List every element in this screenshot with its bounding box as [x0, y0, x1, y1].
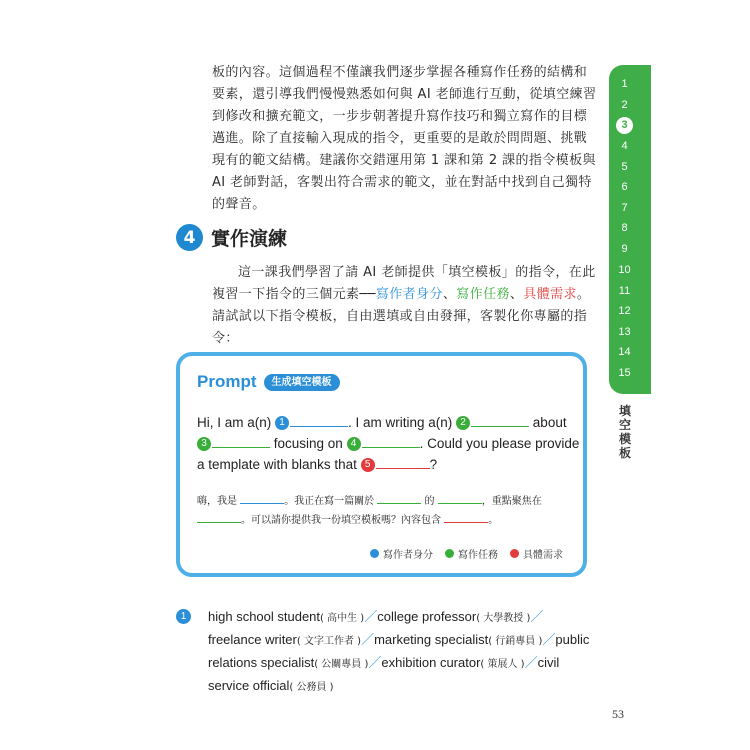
prompt-box [176, 352, 587, 577]
sidebar-item-2[interactable]: 2 [621, 99, 628, 111]
vocab-separator: ／ [361, 632, 375, 647]
zh-blank-role [240, 493, 284, 504]
vocab-item: freelance writer [208, 632, 297, 647]
vocab-item: college professor [377, 609, 477, 624]
vocab-item: marketing specialist [374, 632, 489, 647]
blank-role [290, 414, 348, 427]
legend-label-task: 寫作任務 [458, 550, 498, 561]
vocab-item-zh: ( 公務員 ) [289, 682, 334, 693]
zh-blank-genre [438, 493, 482, 504]
en-text-6: ? [429, 457, 438, 472]
blank-requirement [376, 456, 430, 469]
vocab-item: exhibition curator [381, 655, 481, 670]
sidebar-label: 填空模板 [618, 404, 631, 460]
sidebar-item-8[interactable]: 8 [621, 222, 628, 234]
vocab-list [176, 606, 596, 698]
en-text-2: . I am writing a(n) [348, 415, 457, 430]
sidebar-item-4[interactable]: 4 [621, 140, 628, 152]
blank-number-2: 2 [456, 416, 470, 430]
blank-number-1: 1 [275, 416, 289, 430]
element-role: 寫作者身分 [375, 287, 443, 302]
vocab-item-zh: ( 行銷專員 ) [488, 636, 543, 647]
zh-text-1: 嗨，我是 [197, 496, 241, 507]
lesson-paragraph [212, 262, 597, 350]
en-text-4: focusing on [270, 436, 347, 451]
prompt-header [197, 372, 340, 392]
prompt-chinese [197, 492, 582, 530]
vocab-item: high school student [208, 609, 321, 624]
section-number-badge: 4 [176, 224, 203, 251]
zh-text-3: 的 [421, 496, 438, 507]
prompt-tag: 生成填空模板 [264, 374, 340, 391]
sidebar-item-15[interactable]: 15 [618, 367, 631, 379]
zh-text-2: 。我正在寫一篇關於 [284, 496, 378, 507]
lesson-sidebar [609, 65, 651, 394]
en-text-1: Hi, I am a(n) [197, 415, 276, 430]
legend-label-role: 寫作者身分 [383, 550, 433, 561]
legend-item-requirement [510, 546, 563, 561]
sidebar-item-3-active[interactable]: 3 [616, 117, 633, 134]
vocab-item-zh: ( 公關專員 ) [314, 659, 369, 670]
sidebar-item-11[interactable]: 11 [618, 285, 631, 297]
zh-blank-topic [377, 493, 421, 504]
sidebar-item-10[interactable]: 10 [618, 264, 631, 276]
section-heading [176, 224, 287, 251]
legend-label-requirement: 具體需求 [523, 550, 563, 561]
sidebar-item-14[interactable]: 14 [618, 346, 631, 358]
legend-dot-red-icon [510, 549, 519, 558]
prompt-legend [370, 546, 575, 561]
vocab-item-zh: ( 大學教授 ) [476, 613, 531, 624]
zh-text-6: 。 [488, 515, 499, 526]
vocab-number-badge: 1 [176, 609, 191, 624]
legend-dot-blue-icon [370, 549, 379, 558]
blank-number-4: 4 [347, 437, 361, 451]
lesson-text-part2: 。請試試以下指令模板，自由選填或自由發揮，客製化你專屬的指令： [212, 287, 591, 346]
vocab-separator: ／ [364, 609, 378, 624]
lesson-text-part1: 這一課我們學習了請 AI 老師提供「填空模板」的指令，在此複習一下指令的三個元素── [212, 265, 596, 302]
vocab-item-zh: ( 高中生 ) [320, 613, 365, 624]
prompt-english [197, 412, 582, 475]
sidebar-item-13[interactable]: 13 [618, 326, 631, 338]
element-task: 寫作任務 [456, 287, 510, 302]
vocab-separator: ／ [524, 655, 538, 670]
section-title: 實作演練 [211, 228, 288, 250]
sidebar-item-1[interactable]: 1 [621, 78, 628, 90]
sidebar-item-5[interactable]: 5 [621, 161, 628, 173]
sidebar-item-9[interactable]: 9 [621, 243, 628, 255]
sidebar-item-6[interactable]: 6 [621, 181, 628, 193]
zh-blank-focus [197, 512, 241, 523]
vocab-item-zh: ( 文字工作者 ) [296, 636, 362, 647]
blank-genre [471, 414, 529, 427]
blank-topic [212, 435, 270, 448]
vocab-separator: ／ [542, 632, 556, 647]
sidebar-item-7[interactable]: 7 [621, 202, 628, 214]
legend-dot-green-icon [445, 549, 454, 558]
legend-item-role [370, 546, 433, 561]
vocab-item-zh: ( 策展人 ) [480, 659, 525, 670]
element-requirement: 具體需求 [523, 287, 577, 302]
blank-number-5: 5 [361, 458, 375, 472]
en-text-3: about [529, 415, 567, 430]
zh-blank-requirement [444, 512, 488, 523]
intro-text: 板的內容。這個過程不僅讓我們逐步掌握各種寫作任務的結構和要素，還引導我們慢慢熟悉如何與 AI 老師進行互動，從填空練習到修改和擴充範文，一步步朝著提升寫作技巧和獨立寫作的目標邁進。除了直接輸入現成的指令，更重要的是敢於問問題、挑戰現有的範文結構。建議你交錯運用第 1 課和第 2 課的指令模板與 AI 老師對話，客製出符合需求的範文，並在對話中找到自己獨特的聲音。 [212, 65, 597, 212]
sep-2: 、 [509, 287, 524, 302]
vocab-item: civil service official [208, 655, 560, 693]
vocab-separator: ／ [530, 609, 544, 624]
legend-item-task [445, 546, 498, 561]
prompt-title: Prompt [197, 372, 257, 391]
zh-text-5: 。可以請你提供我一份填空模板嗎？內容包含 [241, 515, 445, 526]
vocab-text [208, 606, 596, 698]
page-number: 53 [612, 707, 624, 721]
vocab-separator: ／ [368, 655, 382, 670]
sep-1: 、 [442, 287, 457, 302]
blank-focus [362, 435, 420, 448]
en-text-5: . Could you please provide a template with blanks that [197, 436, 580, 472]
blank-number-3: 3 [197, 437, 211, 451]
intro-paragraph [212, 62, 597, 216]
zh-text-4: ，重點聚焦在 [481, 496, 542, 507]
vocab-item: public relations specialist [208, 632, 590, 670]
sidebar-item-12[interactable]: 12 [618, 305, 631, 317]
